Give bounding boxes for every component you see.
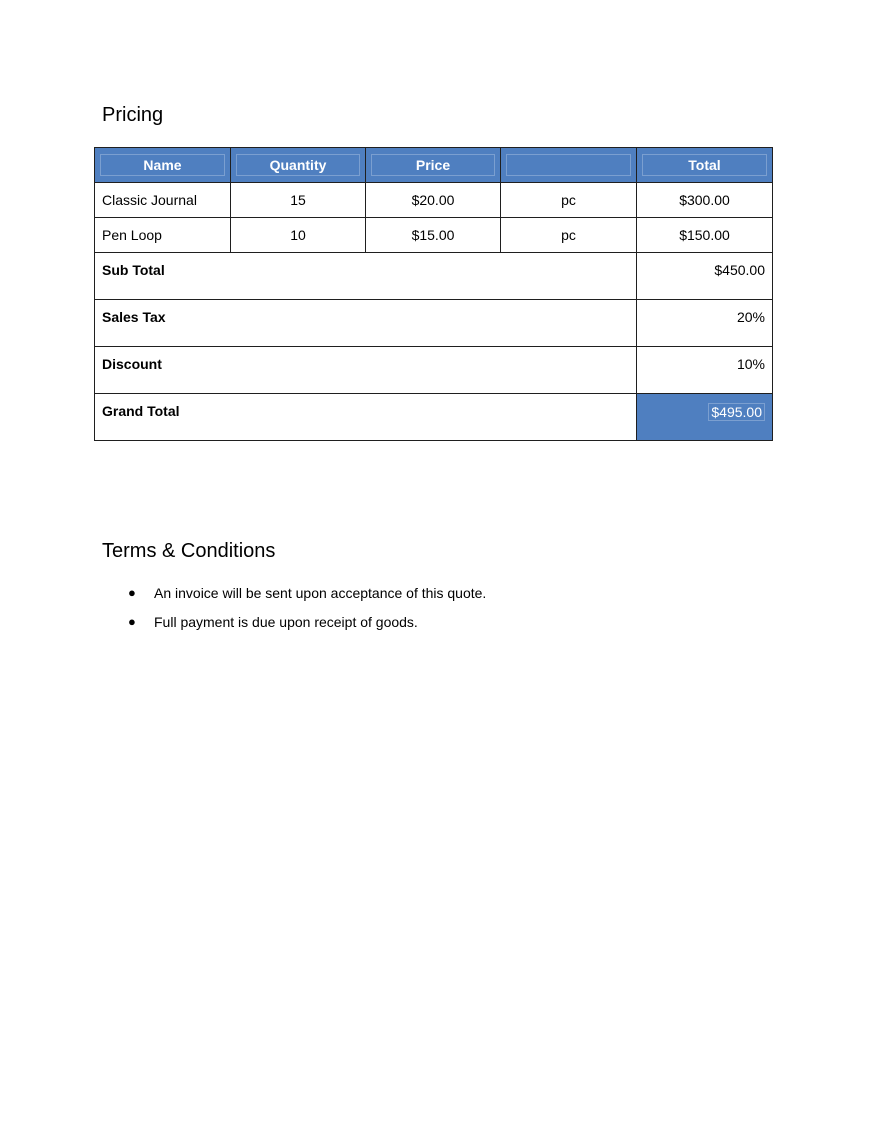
terms-list xyxy=(124,582,486,640)
grand-total-row xyxy=(95,394,773,441)
bullet-icon: ● xyxy=(128,585,136,600)
header-name: Name xyxy=(95,148,231,183)
sales-tax-row xyxy=(95,300,773,347)
discount-label: Discount xyxy=(95,347,637,394)
item-total: $150.00 xyxy=(637,218,773,253)
term-text: An invoice will be sent upon acceptance of this quote. xyxy=(154,585,487,601)
pricing-table xyxy=(94,147,773,441)
pricing-title: Pricing xyxy=(102,104,164,126)
terms-title: Terms & Conditions xyxy=(102,540,276,562)
grand-total-label: Grand Total xyxy=(95,394,637,441)
sales-tax-value: 20% xyxy=(637,300,773,347)
subtotal-value: $450.00 xyxy=(637,253,773,300)
item-total: $300.00 xyxy=(637,183,773,218)
header-quantity: Quantity xyxy=(231,148,366,183)
grand-total-value: $495.00 xyxy=(637,394,773,441)
item-quantity: 10 xyxy=(231,218,366,253)
pricing-header-row xyxy=(95,148,773,183)
item-quantity: 15 xyxy=(231,183,366,218)
list-item xyxy=(124,582,486,611)
item-price: $20.00 xyxy=(366,183,501,218)
table-row xyxy=(95,183,773,218)
term-text: Full payment is due upon receipt of goods. xyxy=(154,614,418,630)
subtotal-row xyxy=(95,253,773,300)
table-row xyxy=(95,218,773,253)
header-unit xyxy=(501,148,637,183)
subtotal-label: Sub Total xyxy=(95,253,637,300)
header-price: Price xyxy=(366,148,501,183)
item-price: $15.00 xyxy=(366,218,501,253)
bullet-icon: ● xyxy=(128,614,136,629)
discount-value: 10% xyxy=(637,347,773,394)
item-unit: pc xyxy=(501,183,637,218)
item-name: Pen Loop xyxy=(95,218,231,253)
item-unit: pc xyxy=(501,218,637,253)
sales-tax-label: Sales Tax xyxy=(95,300,637,347)
list-item xyxy=(124,611,486,640)
discount-row xyxy=(95,347,773,394)
item-name: Classic Journal xyxy=(95,183,231,218)
header-total: Total xyxy=(637,148,773,183)
